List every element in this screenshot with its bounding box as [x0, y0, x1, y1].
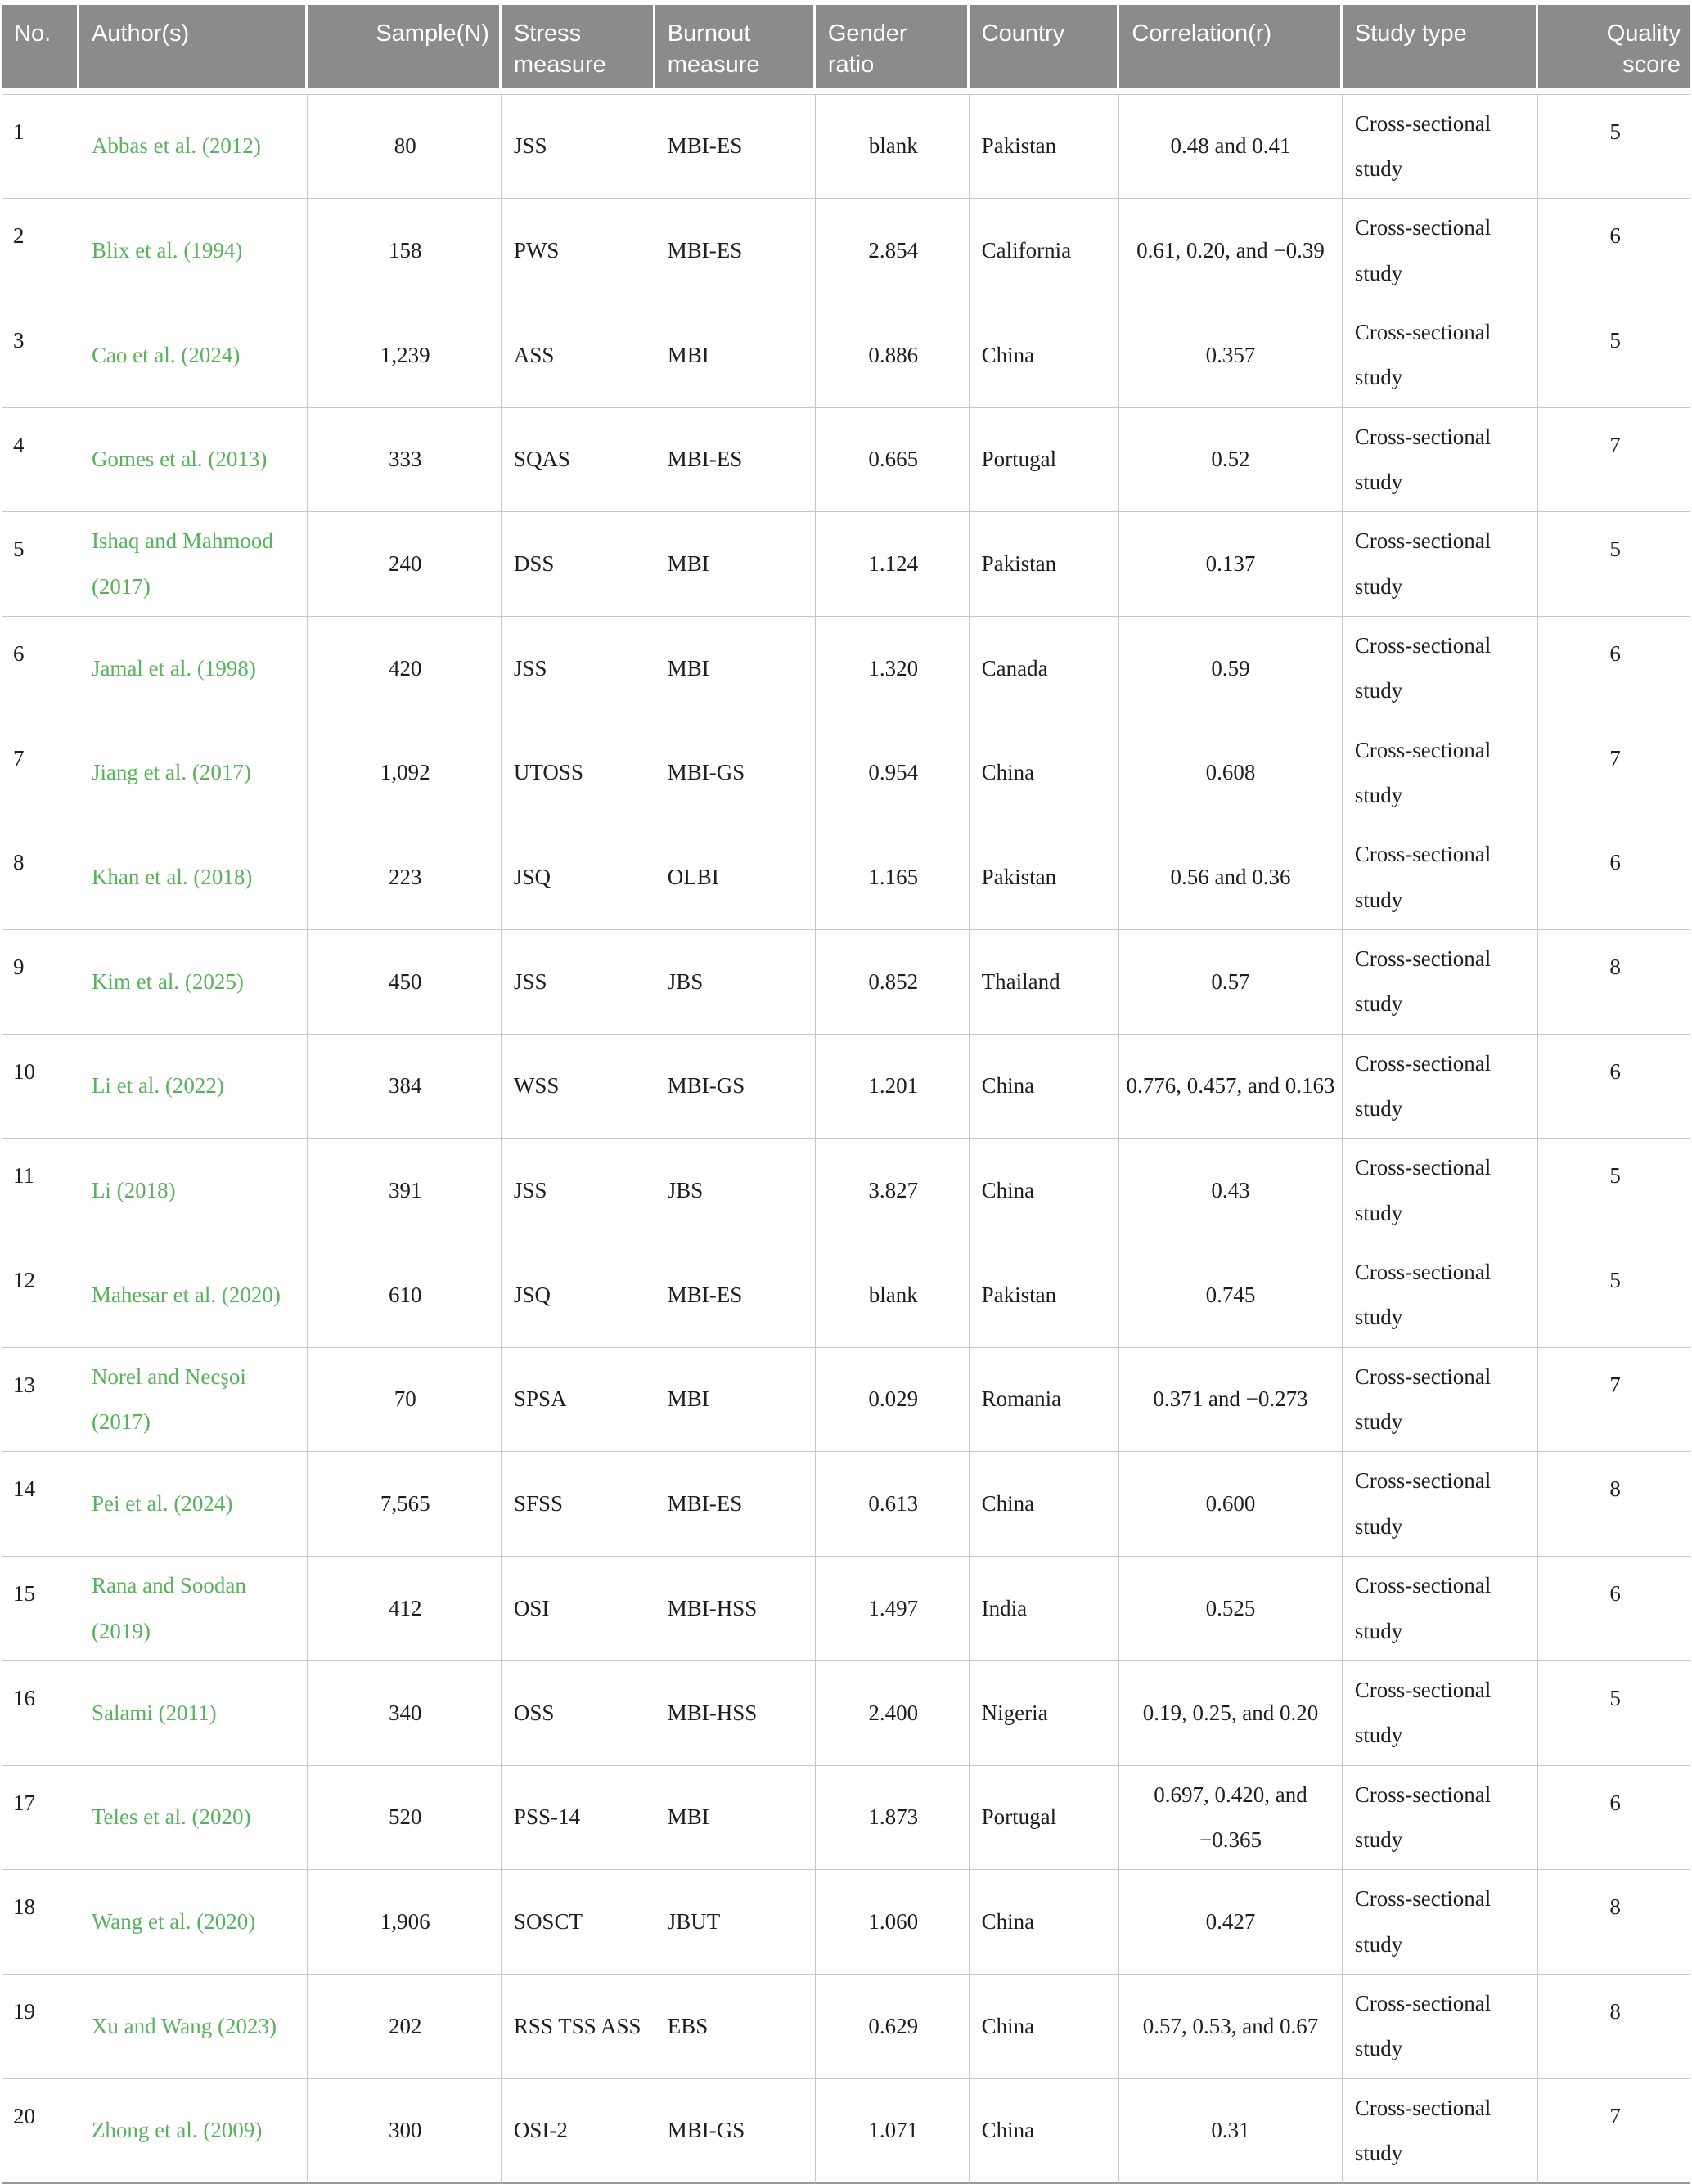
cell-authors — [79, 1661, 308, 1766]
cell-sample: 610 — [308, 1243, 502, 1348]
cell-stress: JSS — [502, 617, 655, 721]
cell-stress: DSS — [502, 512, 655, 617]
cell-sample: 80 — [308, 94, 502, 200]
cell-study_type: Cross-sectional study — [1343, 2079, 1538, 2184]
cell-authors — [79, 2079, 308, 2184]
cell-sample: 202 — [308, 1975, 502, 2079]
cell-burnout: MBI-ES — [655, 408, 816, 513]
cell-study_type: Cross-sectional study — [1343, 1557, 1538, 1661]
cell-correlation: 0.43 — [1119, 1139, 1342, 1243]
cell-authors — [79, 1557, 308, 1661]
cell-stress: SOSCT — [502, 1870, 655, 1975]
cell-study_type: Cross-sectional study — [1343, 408, 1538, 513]
table-row — [2, 1557, 1690, 1661]
cell-stress: PWS — [502, 199, 655, 303]
cell-correlation: 0.56 and 0.36 — [1119, 825, 1342, 930]
column-header-gender: Gender ratio — [816, 5, 970, 94]
cell-no: 5 — [2, 512, 79, 617]
cell-study_type: Cross-sectional study — [1343, 1035, 1538, 1139]
cell-sample: 1,092 — [308, 721, 502, 826]
cell-sample: 333 — [308, 408, 502, 513]
cell-country: China — [970, 1870, 1120, 1975]
cell-no: 16 — [2, 1661, 79, 1766]
author-citation-link[interactable]: Pei et al. (2024) — [91, 1491, 233, 1517]
cell-no: 8 — [2, 825, 79, 930]
cell-authors — [79, 1243, 308, 1348]
cell-correlation: 0.745 — [1119, 1243, 1342, 1348]
table-header — [2, 5, 1690, 94]
cell-no: 17 — [2, 1766, 79, 1871]
cell-study_type: Cross-sectional study — [1343, 1139, 1538, 1243]
cell-gender: 1.201 — [816, 1035, 970, 1139]
cell-study_type: Cross-sectional study — [1343, 94, 1538, 200]
cell-correlation: 0.137 — [1119, 512, 1342, 617]
cell-gender: 0.613 — [816, 1452, 970, 1557]
cell-study_type: Cross-sectional study — [1343, 617, 1538, 721]
cell-correlation: 0.608 — [1119, 721, 1342, 826]
cell-quality: 6 — [1538, 1766, 1690, 1871]
cell-quality: 6 — [1538, 1035, 1690, 1139]
author-citation-link[interactable]: Li (2018) — [91, 1178, 176, 1203]
cell-stress: JSQ — [502, 825, 655, 930]
cell-authors — [79, 930, 308, 1035]
cell-country: China — [970, 1035, 1120, 1139]
cell-stress: ASS — [502, 303, 655, 408]
cell-correlation: 0.600 — [1119, 1452, 1342, 1557]
table-row — [2, 1139, 1690, 1243]
cell-sample: 391 — [308, 1139, 502, 1243]
cell-no: 1 — [2, 94, 79, 200]
cell-burnout: MBI-GS — [655, 1035, 816, 1139]
cell-authors — [79, 1348, 308, 1453]
cell-no: 12 — [2, 1243, 79, 1348]
table-row — [2, 2079, 1690, 2184]
cell-authors — [79, 94, 308, 200]
cell-country: California — [970, 199, 1120, 303]
cell-stress: JSQ — [502, 1243, 655, 1348]
cell-authors — [79, 1139, 308, 1243]
cell-study_type: Cross-sectional study — [1343, 1870, 1538, 1975]
cell-study_type: Cross-sectional study — [1343, 1243, 1538, 1348]
author-citation-link[interactable]: Teles et al. (2020) — [91, 1804, 251, 1830]
author-citation-link[interactable]: Li et al. (2022) — [91, 1073, 224, 1099]
cell-burnout: MBI — [655, 303, 816, 408]
cell-country: China — [970, 1975, 1120, 2079]
cell-no: 15 — [2, 1557, 79, 1661]
cell-gender: 0.852 — [816, 930, 970, 1035]
cell-quality: 5 — [1538, 94, 1690, 200]
author-citation-link[interactable]: Xu and Wang (2023) — [91, 2013, 277, 2038]
cell-gender: 0.665 — [816, 408, 970, 513]
table-body — [2, 94, 1690, 2184]
header-row — [2, 5, 1690, 94]
cell-sample: 420 — [308, 617, 502, 721]
column-header-quality: Quality score — [1538, 5, 1690, 94]
column-header-no: No. — [2, 5, 79, 94]
table-row — [2, 1452, 1690, 1557]
cell-study_type: Cross-sectional study — [1343, 930, 1538, 1035]
cell-quality: 6 — [1538, 1557, 1690, 1661]
cell-quality: 5 — [1538, 1661, 1690, 1766]
cell-study_type: Cross-sectional study — [1343, 1348, 1538, 1453]
cell-quality: 6 — [1538, 199, 1690, 303]
table-row — [2, 1661, 1690, 1766]
cell-quality: 8 — [1538, 1452, 1690, 1557]
cell-country: China — [970, 2079, 1120, 2184]
table-row — [2, 303, 1690, 408]
cell-country: Pakistan — [970, 825, 1120, 930]
included-studies-table — [2, 5, 1690, 2184]
cell-stress: OSI — [502, 1557, 655, 1661]
cell-stress: OSS — [502, 1661, 655, 1766]
cell-correlation: 0.52 — [1119, 408, 1342, 513]
cell-quality: 5 — [1538, 1243, 1690, 1348]
cell-gender: 1.124 — [816, 512, 970, 617]
cell-stress: JSS — [502, 94, 655, 200]
cell-correlation: 0.57, 0.53, and 0.67 — [1119, 1975, 1342, 2079]
cell-quality: 5 — [1538, 512, 1690, 617]
table-row — [2, 1870, 1690, 1975]
author-citation-link[interactable]: Gomes et al. (2013) — [91, 447, 268, 472]
cell-quality: 5 — [1538, 303, 1690, 408]
cell-no: 20 — [2, 2079, 79, 2184]
cell-study_type: Cross-sectional study — [1343, 1766, 1538, 1871]
table-row — [2, 512, 1690, 617]
cell-burnout: MBI — [655, 512, 816, 617]
cell-sample: 7,565 — [308, 1452, 502, 1557]
cell-study_type: Cross-sectional study — [1343, 1452, 1538, 1557]
cell-stress: JSS — [502, 1139, 655, 1243]
cell-sample: 70 — [308, 1348, 502, 1453]
cell-correlation: 0.59 — [1119, 617, 1342, 721]
cell-burnout: MBI-HSS — [655, 1661, 816, 1766]
cell-country: China — [970, 1452, 1120, 1557]
cell-correlation: 0.776, 0.457, and 0.163 — [1119, 1035, 1342, 1139]
cell-country: Pakistan — [970, 1243, 1120, 1348]
cell-country: China — [970, 1139, 1120, 1243]
cell-burnout: MBI-ES — [655, 199, 816, 303]
cell-quality: 7 — [1538, 2079, 1690, 2184]
cell-gender: 0.954 — [816, 721, 970, 826]
cell-burnout: MBI-ES — [655, 1452, 816, 1557]
cell-quality: 6 — [1538, 825, 1690, 930]
cell-burnout: JBUT — [655, 1870, 816, 1975]
cell-sample: 520 — [308, 1766, 502, 1871]
cell-quality: 7 — [1538, 1348, 1690, 1453]
cell-stress: JSS — [502, 930, 655, 1035]
table-row — [2, 1975, 1690, 2079]
cell-stress: RSS TSS ASS — [502, 1975, 655, 2079]
cell-gender: 0.886 — [816, 303, 970, 408]
cell-authors — [79, 825, 308, 930]
cell-sample: 384 — [308, 1035, 502, 1139]
cell-sample: 158 — [308, 199, 502, 303]
cell-no: 10 — [2, 1035, 79, 1139]
cell-country: India — [970, 1557, 1120, 1661]
table-row — [2, 1035, 1690, 1139]
cell-no: 18 — [2, 1870, 79, 1975]
cell-gender: 0.029 — [816, 1348, 970, 1453]
cell-country: Pakistan — [970, 512, 1120, 617]
cell-stress: OSI-2 — [502, 2079, 655, 2184]
cell-burnout: MBI-ES — [655, 1243, 816, 1348]
author-citation-link[interactable]: Abbas et al. (2012) — [91, 133, 261, 159]
cell-sample: 240 — [308, 512, 502, 617]
cell-correlation: 0.697, 0.420, and −0.365 — [1119, 1766, 1342, 1871]
cell-burnout: MBI-HSS — [655, 1557, 816, 1661]
author-citation-link[interactable]: Rana and Soodan (2019) — [91, 1573, 246, 1643]
cell-study_type: Cross-sectional study — [1343, 825, 1538, 930]
cell-stress: PSS-14 — [502, 1766, 655, 1871]
cell-study_type: Cross-sectional study — [1343, 1661, 1538, 1766]
cell-country: Romania — [970, 1348, 1120, 1453]
cell-no: 13 — [2, 1348, 79, 1453]
cell-stress: WSS — [502, 1035, 655, 1139]
author-citation-link[interactable]: Kim et al. (2025) — [91, 968, 244, 994]
cell-authors — [79, 1870, 308, 1975]
cell-study_type: Cross-sectional study — [1343, 1975, 1538, 2079]
cell-burnout: MBI-ES — [655, 94, 816, 200]
cell-sample: 450 — [308, 930, 502, 1035]
cell-sample: 300 — [308, 2079, 502, 2184]
cell-country: Portugal — [970, 1766, 1120, 1871]
cell-quality: 8 — [1538, 930, 1690, 1035]
cell-correlation: 0.427 — [1119, 1870, 1342, 1975]
cell-authors — [79, 199, 308, 303]
cell-study_type: Cross-sectional study — [1343, 303, 1538, 408]
cell-study_type: Cross-sectional study — [1343, 199, 1538, 303]
cell-stress: SPSA — [502, 1348, 655, 1453]
cell-correlation: 0.57 — [1119, 930, 1342, 1035]
cell-study_type: Cross-sectional study — [1343, 721, 1538, 826]
cell-stress: SQAS — [502, 408, 655, 513]
cell-quality: 7 — [1538, 721, 1690, 826]
cell-burnout: OLBI — [655, 825, 816, 930]
cell-country: Thailand — [970, 930, 1120, 1035]
cell-quality: 6 — [1538, 617, 1690, 721]
cell-burnout: MBI-GS — [655, 2079, 816, 2184]
cell-country: China — [970, 721, 1120, 826]
column-header-authors: Author(s) — [79, 5, 308, 94]
table-row — [2, 930, 1690, 1035]
cell-gender: 1.497 — [816, 1557, 970, 1661]
cell-no: 6 — [2, 617, 79, 721]
author-citation-link[interactable]: Khan et al. (2018) — [91, 865, 253, 890]
column-header-burnout: Burnout measure — [655, 5, 816, 94]
cell-no: 2 — [2, 199, 79, 303]
author-citation-link[interactable]: Zhong et al. (2009) — [91, 2118, 263, 2143]
column-header-country: Country — [970, 5, 1120, 94]
cell-authors — [79, 1452, 308, 1557]
cell-authors — [79, 721, 308, 826]
cell-gender: 1.320 — [816, 617, 970, 721]
cell-correlation: 0.525 — [1119, 1557, 1342, 1661]
author-citation-link[interactable]: Ishaq and Mahmood (2017) — [91, 528, 273, 599]
cell-burnout: EBS — [655, 1975, 816, 2079]
cell-no: 19 — [2, 1975, 79, 2079]
cell-no: 14 — [2, 1452, 79, 1557]
cell-correlation: 0.371 and −0.273 — [1119, 1348, 1342, 1453]
cell-gender: 2.400 — [816, 1661, 970, 1766]
cell-no: 4 — [2, 408, 79, 513]
cell-gender: 2.854 — [816, 199, 970, 303]
cell-no: 11 — [2, 1139, 79, 1243]
cell-authors — [79, 1766, 308, 1871]
author-citation-link[interactable]: Jamal et al. (1998) — [91, 655, 256, 681]
cell-burnout: MBI — [655, 1766, 816, 1871]
table-row — [2, 617, 1690, 721]
cell-sample: 223 — [308, 825, 502, 930]
author-citation-link[interactable]: Norel and Necşoi (2017) — [91, 1364, 246, 1435]
cell-gender: 1.060 — [816, 1870, 970, 1975]
cell-gender: 1.165 — [816, 825, 970, 930]
cell-study_type: Cross-sectional study — [1343, 512, 1538, 617]
cell-gender: 1.071 — [816, 2079, 970, 2184]
cell-correlation: 0.61, 0.20, and −0.39 — [1119, 199, 1342, 303]
cell-gender: 3.827 — [816, 1139, 970, 1243]
cell-gender: blank — [816, 94, 970, 200]
column-header-sample: Sample(N) — [308, 5, 502, 94]
table-row — [2, 199, 1690, 303]
cell-correlation: 0.19, 0.25, and 0.20 — [1119, 1661, 1342, 1766]
column-header-correlation: Correlation(r) — [1119, 5, 1342, 94]
cell-authors — [79, 617, 308, 721]
cell-no: 3 — [2, 303, 79, 408]
table-row — [2, 721, 1690, 826]
cell-stress: SFSS — [502, 1452, 655, 1557]
column-header-study-type: Study type — [1343, 5, 1538, 94]
table-row — [2, 1766, 1690, 1871]
cell-country: Canada — [970, 617, 1120, 721]
cell-country: Nigeria — [970, 1661, 1120, 1766]
table-row — [2, 1243, 1690, 1348]
table-row — [2, 1348, 1690, 1453]
cell-quality: 7 — [1538, 408, 1690, 513]
author-citation-link[interactable]: Blix et al. (1994) — [91, 237, 243, 263]
cell-burnout: MBI — [655, 1348, 816, 1453]
cell-authors — [79, 408, 308, 513]
cell-no: 9 — [2, 930, 79, 1035]
cell-country: Portugal — [970, 408, 1120, 513]
cell-quality: 8 — [1538, 1975, 1690, 2079]
cell-authors — [79, 1975, 308, 2079]
cell-country: China — [970, 303, 1120, 408]
cell-gender: blank — [816, 1243, 970, 1348]
cell-burnout: MBI-GS — [655, 721, 816, 826]
cell-stress: UTOSS — [502, 721, 655, 826]
cell-burnout: JBS — [655, 930, 816, 1035]
cell-correlation: 0.357 — [1119, 303, 1342, 408]
author-citation-link[interactable]: Wang et al. (2020) — [91, 1908, 256, 1934]
author-citation-link[interactable]: Mahesar et al. (2020) — [91, 1282, 281, 1307]
cell-quality: 8 — [1538, 1870, 1690, 1975]
author-citation-link[interactable]: Salami (2011) — [91, 1700, 217, 1725]
cell-correlation: 0.48 and 0.41 — [1119, 94, 1342, 200]
cell-no: 7 — [2, 721, 79, 826]
cell-sample: 1,239 — [308, 303, 502, 408]
cell-authors — [79, 1035, 308, 1139]
cell-authors — [79, 512, 308, 617]
cell-correlation: 0.31 — [1119, 2079, 1342, 2184]
cell-burnout: JBS — [655, 1139, 816, 1243]
table-row — [2, 825, 1690, 930]
cell-sample: 412 — [308, 1557, 502, 1661]
cell-burnout: MBI — [655, 617, 816, 721]
cell-sample: 340 — [308, 1661, 502, 1766]
author-citation-link[interactable]: Cao et al. (2024) — [91, 342, 241, 367]
author-citation-link[interactable]: Jiang et al. (2017) — [91, 760, 251, 785]
column-header-stress: Stress measure — [502, 5, 655, 94]
cell-authors — [79, 303, 308, 408]
table-row — [2, 408, 1690, 513]
cell-sample: 1,906 — [308, 1870, 502, 1975]
cell-quality: 5 — [1538, 1139, 1690, 1243]
cell-gender: 1.873 — [816, 1766, 970, 1871]
cell-gender: 0.629 — [816, 1975, 970, 2079]
cell-country: Pakistan — [970, 94, 1120, 200]
table-row — [2, 94, 1690, 200]
